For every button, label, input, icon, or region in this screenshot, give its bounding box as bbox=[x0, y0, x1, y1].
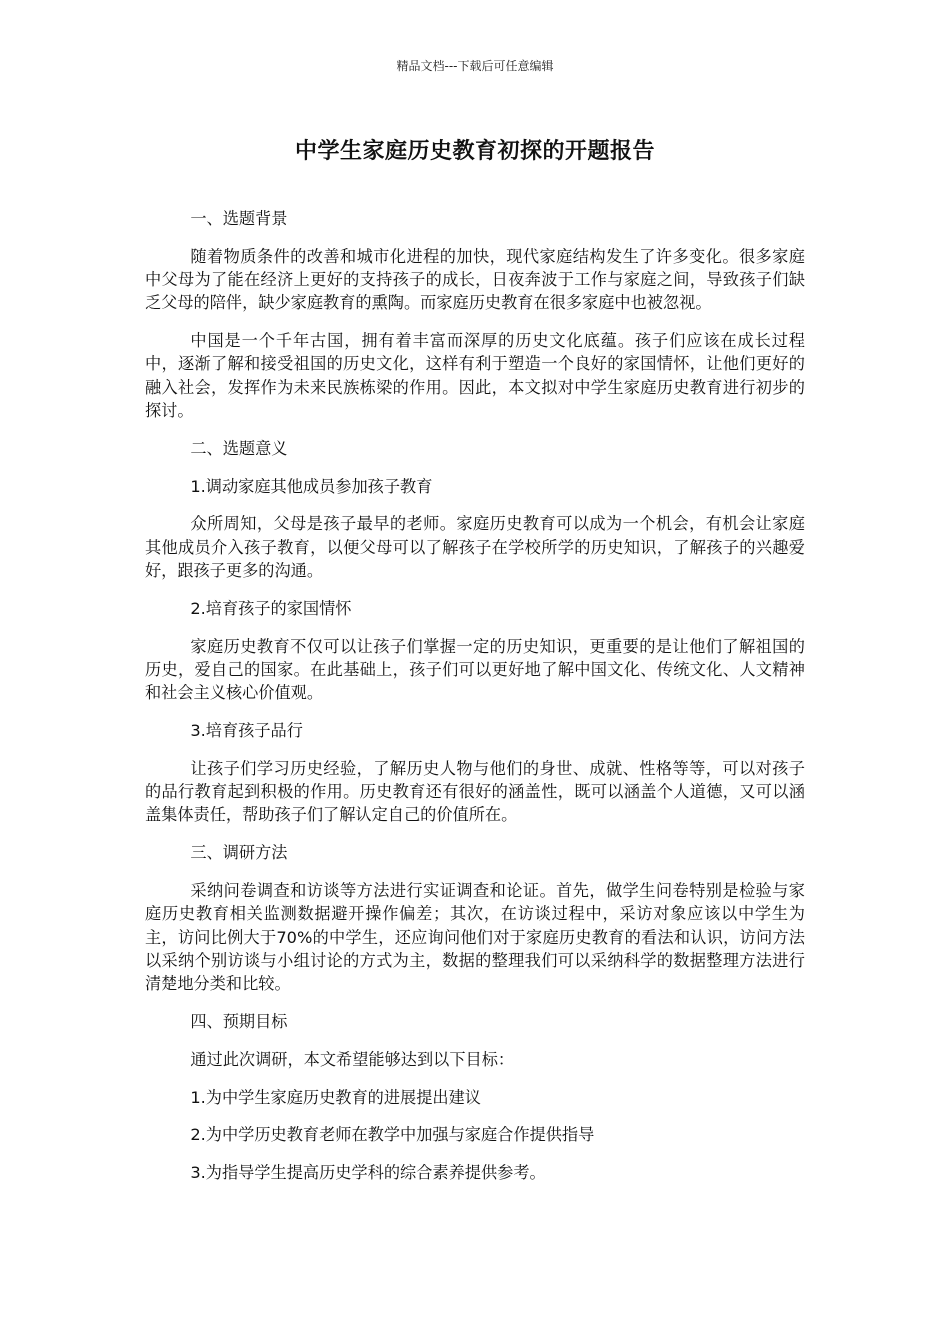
section-heading-significance: 二、选题意义 bbox=[190, 438, 288, 458]
section-heading-methods: 三、调研方法 bbox=[190, 843, 288, 863]
paragraph-goals-intro: 通过此次调研，本文希望能够达到以下目标： bbox=[190, 1049, 515, 1069]
paragraph-methods: 采纳问卷调查和访谈等方法进行实证调查和论证。首先，做学生问卷特别是检验与家庭历史教育相关监测数据避开操作偏差；其次，在访谈过程中，采访对象应该以中学生为主，访问比例大于70%的中学生，还应询问他们对于家庭历史教育的看法和认识，访问方法以采纳个别访谈与小组讨论的方式为主，数据的整理我们可以采纳科学的数据整理方法进行清楚地分类和比较。 bbox=[145, 881, 805, 994]
subheading-patriotism: 2.培育孩子的家国情怀 bbox=[190, 598, 352, 618]
paragraph-character: 让孩子们学习历史经验，了解历史人物与他们的身世、成就、性格等等，可以对孩子的品行教育起到积极的作用。历史教育还有很好的涵盖性，既可以涵盖个人道德，又可以涵盖集体责任，帮助孩子们了解认定自己的价值所在。 bbox=[145, 758, 805, 825]
document-body bbox=[145, 207, 805, 1199]
section-heading-goals: 四、预期目标 bbox=[190, 1012, 288, 1032]
section-heading-background: 一、选题背景 bbox=[190, 209, 288, 228]
paragraph-background-1: 随着物质条件的改善和城市化进程的加快，现代家庭结构发生了许多变化。很多家庭中父母为了能在经济上更好的支持孩子的成长，日夜奔波于工作与家庭之间，导致孩子们缺乏父母的陪伴，缺少家庭教育的熏陶。而家庭历史教育在很多家庭中也被忽视。 bbox=[145, 246, 805, 313]
goal-item-1: 1.为中学生家庭历史教育的进展提出建议 bbox=[190, 1087, 481, 1107]
paragraph-patriotism: 家庭历史教育不仅可以让孩子们掌握一定的历史知识，更重要的是让他们了解祖国的历史，爱自己的国家。在此基础上，孩子们可以更好地了解中国文化、传统文化、人文精神和社会主义核心价值观。 bbox=[145, 636, 805, 703]
subheading-character: 3.培育孩子品行 bbox=[190, 721, 303, 741]
paragraph-background-2: 中国是一个千年古国，拥有着丰富而深厚的历史文化底蕴。孩子们应该在成长过程中，逐渐了解和接受祖国的历史文化，这样有利于塑造一个良好的家国情怀，让他们更好的融入社会，发挥作为未来民族栋梁的作用。因此，本文拟对中学生家庭历史教育进行初步的探讨。 bbox=[145, 331, 805, 421]
goal-item-2: 2.为中学历史教育老师在教学中加强与家庭合作提供指导 bbox=[190, 1125, 595, 1145]
document-title: 中学生家庭历史教育初探的开题报告 bbox=[294, 139, 655, 164]
subheading-family-members: 1.调动家庭其他成员参加孩子教育 bbox=[190, 476, 433, 496]
header-watermark: 精品文档---下载后可任意编辑 bbox=[396, 59, 554, 73]
goal-item-3: 3.为指导学生提高历史学科的综合素养提供参考。 bbox=[190, 1163, 546, 1183]
paragraph-family-members: 众所周知，父母是孩子最早的老师。家庭历史教育可以成为一个机会，有机会让家庭其他成员介入孩子教育，以便父母可以了解孩子在学校所学的历史知识，了解孩子的兴趣爱好，跟孩子更多的沟通。 bbox=[145, 514, 805, 581]
